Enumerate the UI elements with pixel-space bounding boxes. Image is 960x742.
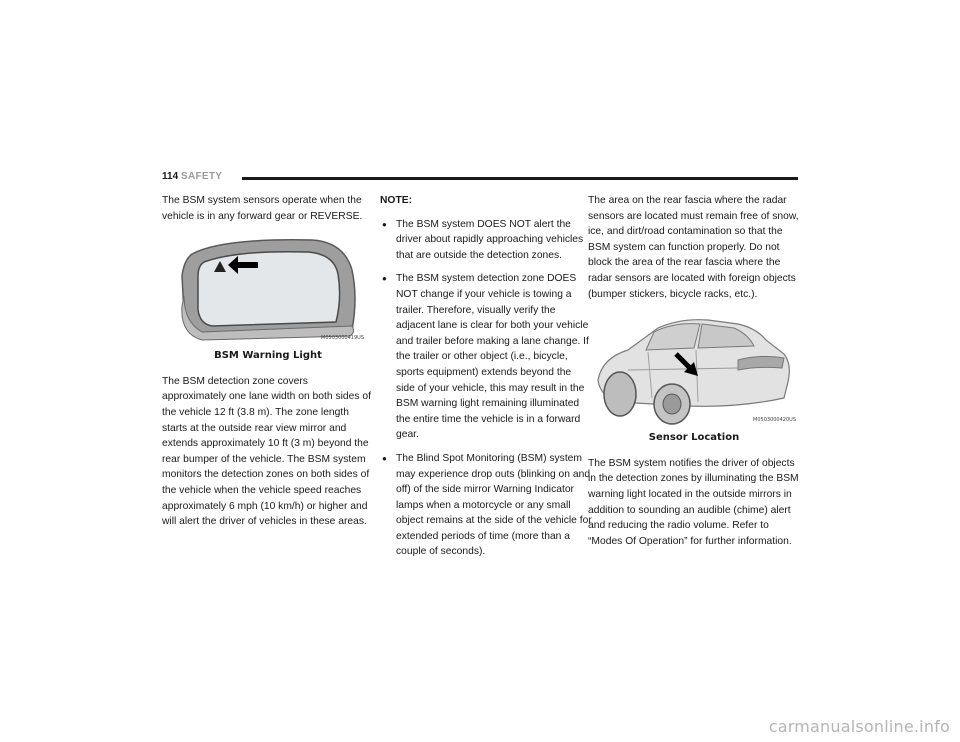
list-item: ● The BSM system detection zone DOES NOT change if your vehicle is towing a trailer. Therefore, visually verify the adjacent lane is clear for both your vehicle and trailer before making a lane change. If the trailer or other object (i.e., bicycle, sports equipment) extends beyond the side of your vehicle, this may result in the BSM warning light remaining illuminated the entire time the vehicle is in a forward gear.: [380, 271, 592, 443]
list-item: ● The Blind Spot Monitoring (BSM) system may experience drop outs (blinking on and off) of the side mirror Warning Indicator lamps when a motorcycle or any small object remains at the side of the vehicle for extended periods of time (more than a couple of seconds).: [380, 451, 592, 560]
figure-code: M0503000419US: [321, 334, 364, 341]
note-label: NOTE:: [380, 195, 413, 206]
paragraph-rear-fascia: The area on the rear fascia where the radar sensors are located must remain free of snow, ice, and dirt/road contamination so that the BSM system can function properly. Do not block the area of the rear fascia where the radar sensors are located with foreign objects (bumper stickers, bicycle racks, etc.).: [588, 195, 799, 300]
watermark: carmanualsonline.info: [768, 717, 950, 736]
page-number: 114: [162, 171, 179, 182]
header-rule: [242, 177, 798, 180]
column-3: [588, 193, 800, 557]
section-title: SAFETY: [181, 171, 223, 182]
figure-sensor-location: [588, 310, 798, 428]
list-item: ● The BSM system DOES NOT alert the driver about rapidly approaching vehicles that are outside the detection zones.: [380, 217, 592, 264]
paragraph-bsm-notifies: The BSM system notifies the driver of objects in the detection zones by illuminating the BSM warning light located in the outside mirrors in addition to sounding an audible (chime) alert and reducing the radio volume. Refer to “Modes Of Operation” for further information.: [588, 457, 799, 547]
paragraph-sensors-operate: The BSM system sensors operate when the vehicle is in any forward gear or REVERSE.: [162, 195, 363, 222]
page-header: [162, 171, 798, 185]
figure-code: M0503000420US: [753, 416, 796, 423]
column-2: [380, 193, 592, 568]
figure-caption: Sensor Location: [648, 432, 740, 444]
paragraph-detection-zone: The BSM detection zone covers approximately one lane width on both sides of the vehicle 12 ft (3.8 m). The zone length starts at the outside rear view mirror and extends approximately 10 ft (3 m) beyond the rear bumper of the vehicle. The BSM system monitors the detection zones on both sides of the vehicle when the vehicle speed reaches approximately 6 mph (10 km/h) or higher and will alert the driver of vehicles in these areas.: [162, 375, 371, 528]
figure-bsm-warning-light: [162, 236, 366, 346]
column-1: [162, 193, 374, 538]
figure-caption: BSM Warning Light: [214, 350, 322, 362]
vehicle-rear-illustration: [588, 310, 798, 428]
note-list: [380, 217, 592, 560]
